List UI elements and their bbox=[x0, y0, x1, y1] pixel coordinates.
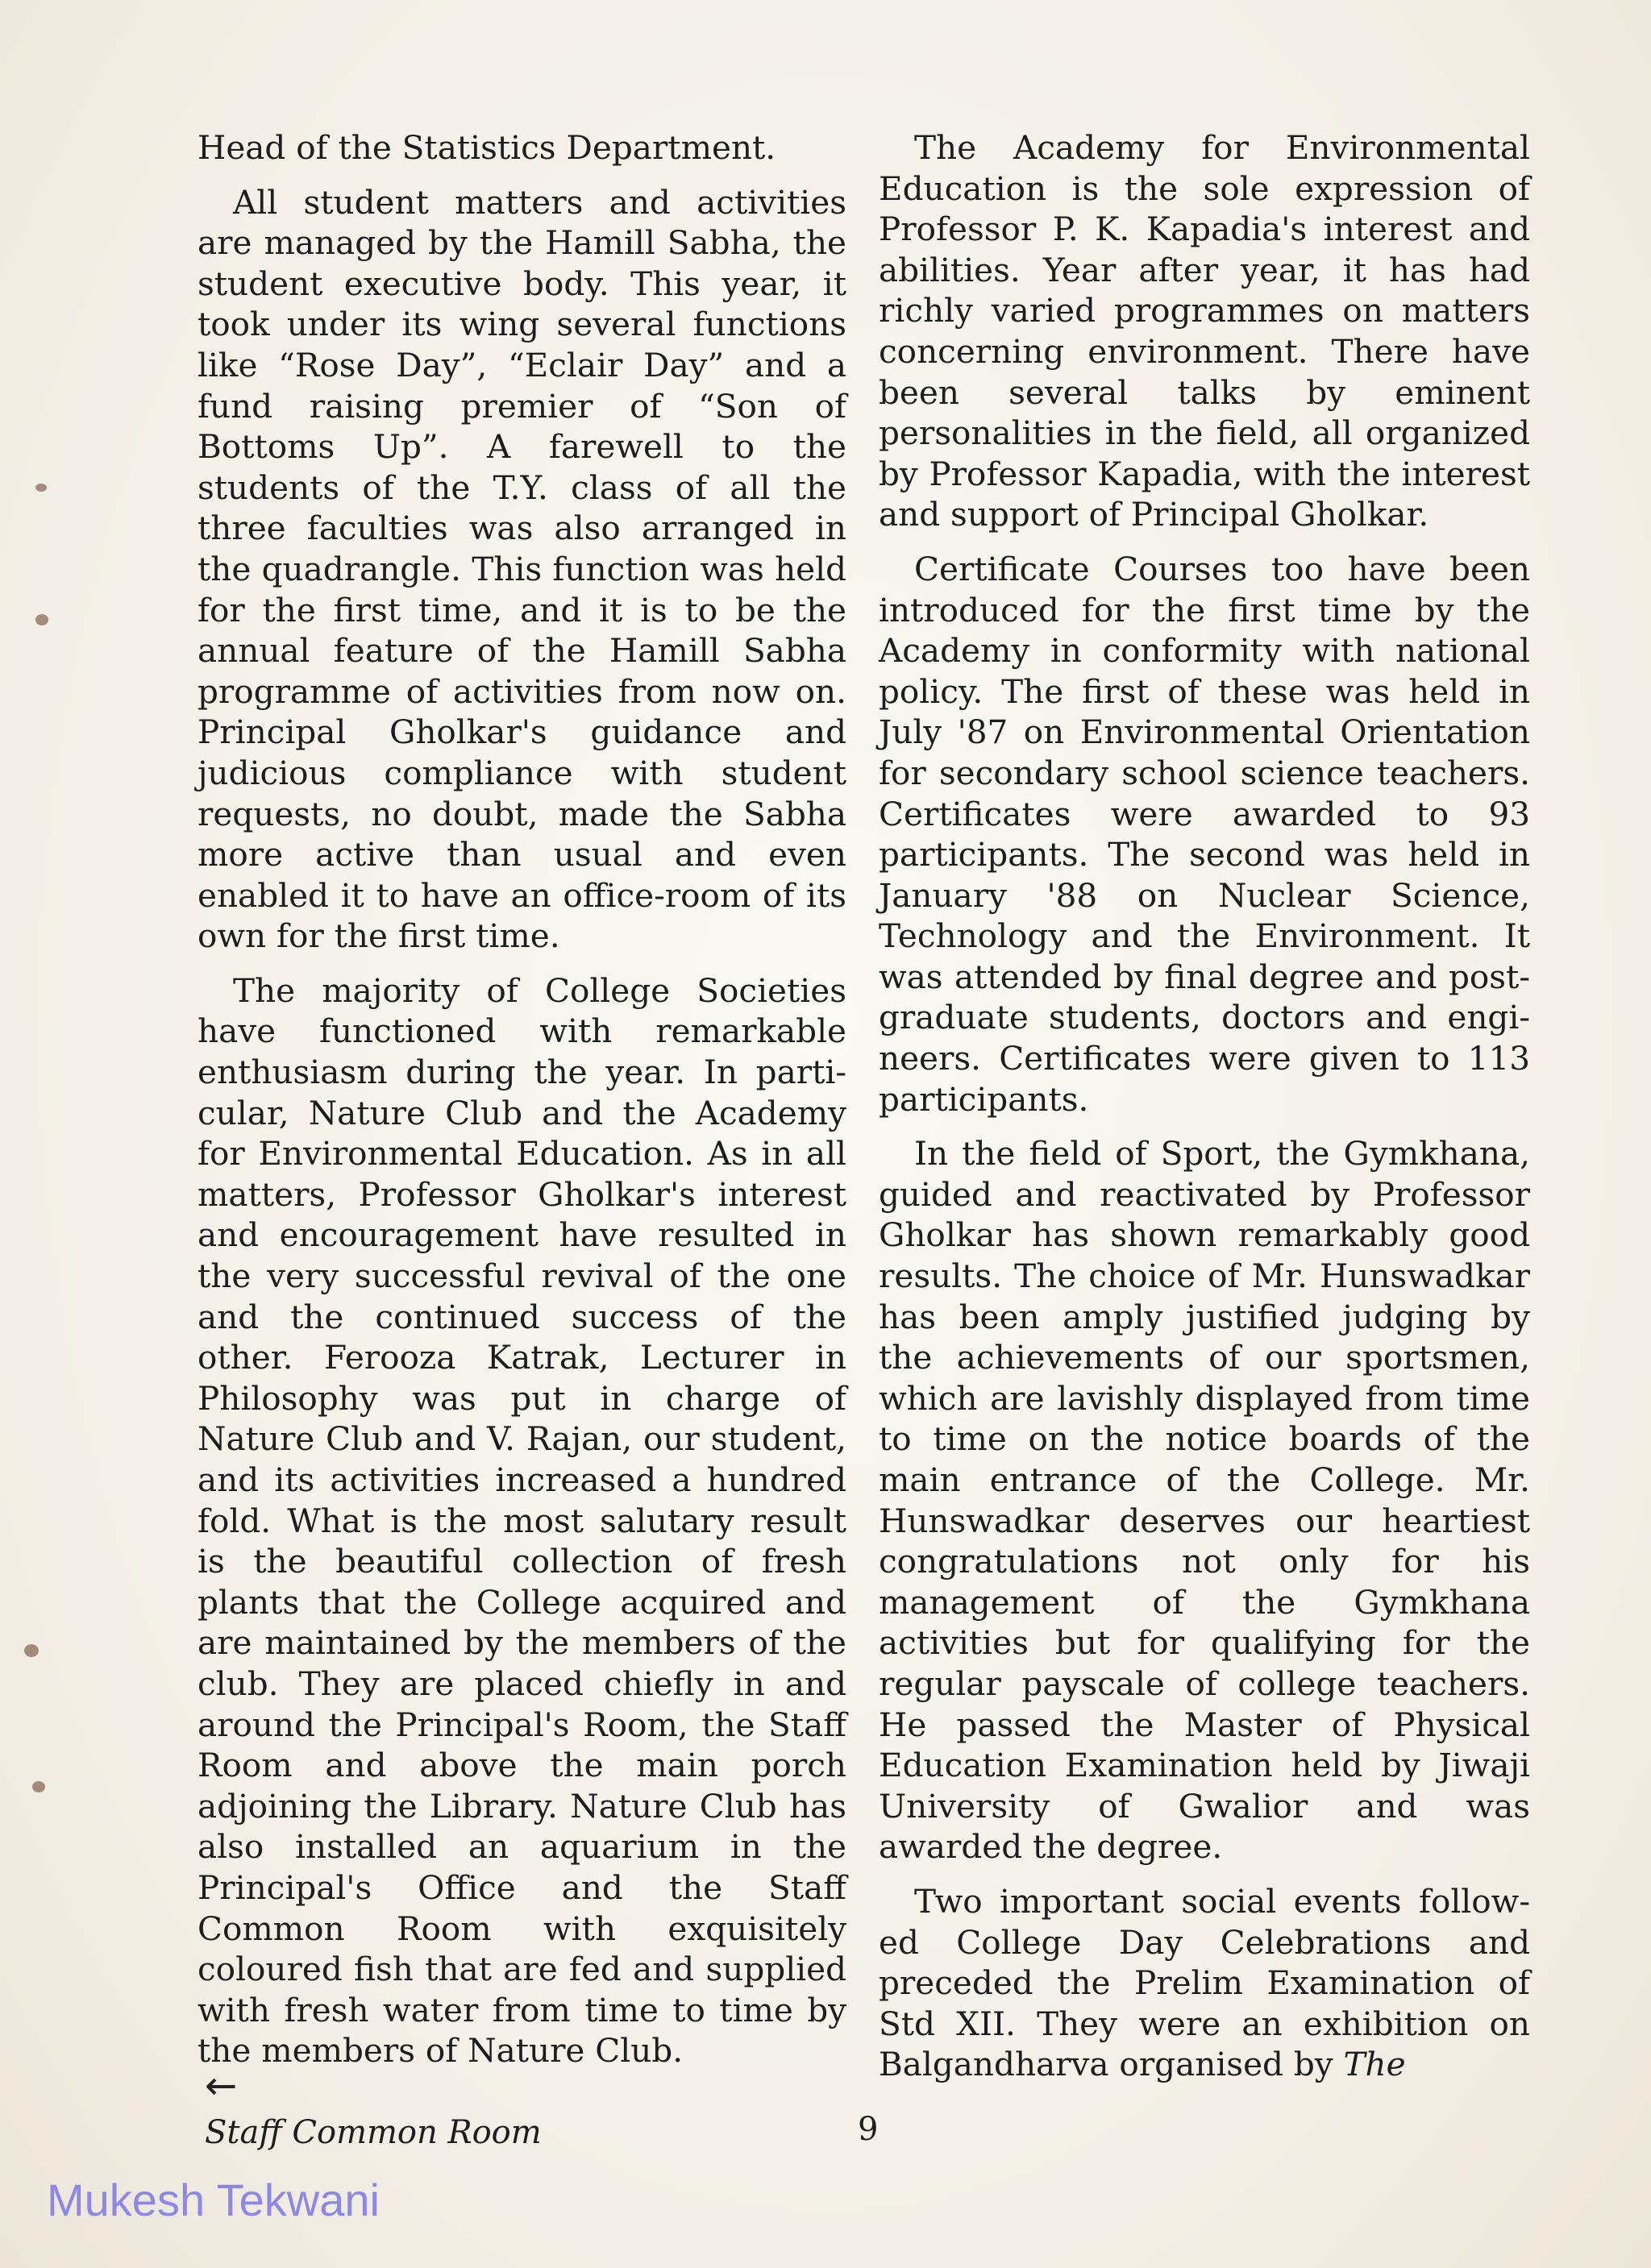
margin-speck bbox=[35, 484, 47, 492]
watermark-text: Mukesh Tekwani bbox=[47, 2175, 380, 2225]
paragraph-sport: In the field of Sport, the Gymkhana, guided and reactivated by Professor Gholkar has shown remarkably good results. The choice of Mr. Hunswadkar has been amply justified judging by the achievements of our sportsmen, which are lavishly displayed from time to time on the notice boards of the main entrance of the College. Mr. Hunswadkar deserves our heartiest congratulations not only for his management of the Gymkhana activities but for qualifying for the regular payscale of college teachers. He passed the Master of Physical Education Examination held by Jiwaji University of Gwalior and was awarded the degree. bbox=[879, 1134, 1530, 1867]
paragraph-college-societies: The majority of College Societies have functioned with remarkable enthusiasm during the year. In particular, Nature Club and the Academy for Environmental Education. As in all matters, Professor Gholkar's interest and encouragement have resulted in the very successful revival of the one and the continued success of the other. Ferooza Katrak, Lecturer in Philosophy was put in charge of Nature Club and V. Rajan, our student, and its activities increased a hundred fold. What is the most salutary result is the beautiful collection of fresh plants that the College acquired and are maintained by the members of the club. They are placed chiefly in and around the Principal's Room, the Staff Room and above the main porch adjoining the Library. Nature Club has also installed an aquarium in the Principal's Office and the Staff Common Room with exquisitely coloured fish that are fed and supplied with fresh water from time to time by the members of Nature Club. bbox=[198, 970, 846, 2071]
margin-speck bbox=[32, 1781, 45, 1792]
page-number: 9 bbox=[858, 2111, 879, 2148]
paragraph-statistics-head: Head of the Statistics Department. bbox=[198, 128, 776, 167]
paragraph-environment-academy: The Academy for Environmental Education is the sole expression of Professor P. K. Kapadia's interest and abilities. Year after year, it has had richly varied programmes on matters concerning environment. There have been several talks by eminent personalities in the field, all organized by Professor Kapadia, with the interest and support of Principal Gholkar. bbox=[879, 128, 1530, 534]
left-column bbox=[198, 127, 846, 2085]
social-events-text: Two important social events followed College Day Celebrations and preceded the Prelim Examination of Std XII. They were an exhibition on Balgandharva organised by bbox=[879, 1881, 1530, 2084]
paragraph-certificate-courses: Certificate Courses too have been introduced for the first time by the Academy in conformity with national policy. The first of these was held in July '87 on Environmental Orientation for secondary school science teachers. Certificates were awarded to 93 participants. The second was held in January '88 on Nuclear Science, Technology and the Environment. It was attended by final degree and postgraduate students, doctors and engineers. Certificates were given to 113 participants. bbox=[879, 549, 1530, 1119]
left-arrow-icon: ← bbox=[205, 2063, 238, 2108]
margin-speck bbox=[24, 1644, 39, 1657]
photo-caption: Staff Common Room bbox=[205, 2114, 542, 2151]
margin-speck bbox=[35, 614, 48, 625]
social-events-italic: The bbox=[1343, 2045, 1406, 2084]
paragraph-social-events bbox=[879, 1881, 1530, 2085]
paragraph-hamill-sabha: All student matters and activities are managed by the Hamill Sabha, the student executive body. This year, it took under its wing several functions like “Rose Day”, “Eclair Day” and a fund raising premier of “Son of Bottoms Up”. A farewell to the students of the T.Y. class of all the three faculties was also arranged in the quadrangle. This function was held for the first time, and it is to be the annual feature of the Hamill Sabha programme of activities from now on. Principal Gholkar's guidance and judicious compliance with student requests, no doubt, made the Sabha more active than usual and even enabled it to have an office-room of its own for the first time. bbox=[198, 182, 846, 956]
right-column bbox=[879, 127, 1530, 2099]
